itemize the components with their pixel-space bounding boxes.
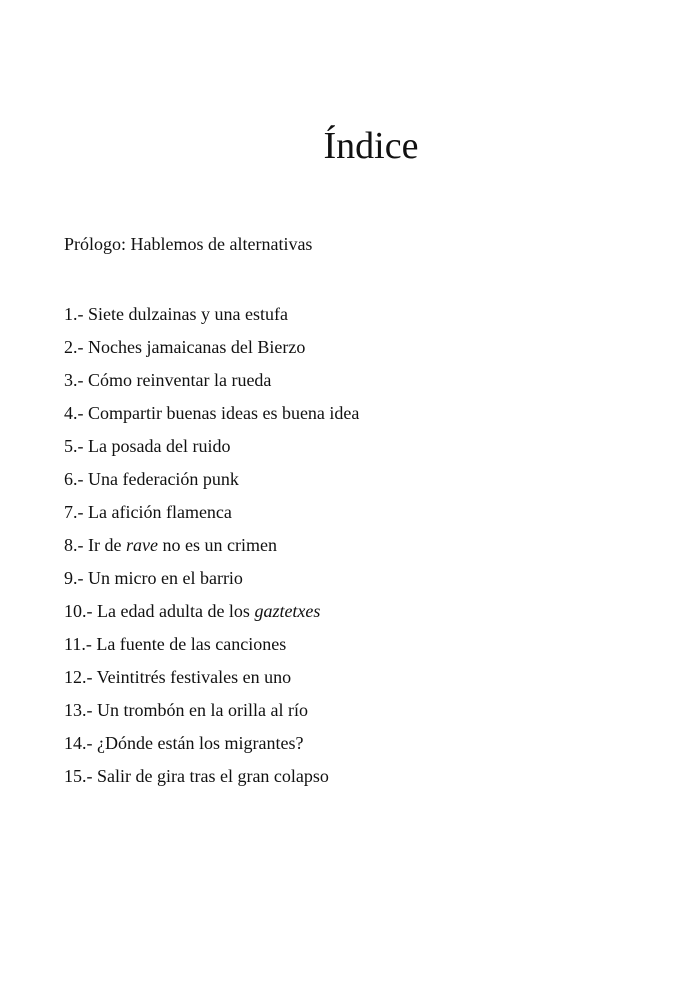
toc-entry-12: 12.- Veintitrés festivales en uno [64, 667, 292, 687]
page-title: Índice [323, 125, 419, 167]
toc-entry-11: 11.- La fuente de las canciones [64, 634, 287, 654]
toc-entry-5: 5.- La posada del ruido [64, 436, 231, 456]
toc-entry-2: 2.- Noches jamaicanas del Bierzo [64, 337, 306, 357]
toc-entry-1: 1.- Siete dulzainas y una estufa [64, 304, 288, 324]
toc-entry-9: 9.- Un micro en el barrio [64, 568, 243, 588]
toc-entry-3: 3.- Cómo reinventar la rueda [64, 370, 272, 390]
toc-entry-15: 15.- Salir de gira tras el gran colapso [64, 766, 329, 786]
table-of-contents [64, 298, 359, 793]
prologue-entry: Prólogo: Hablemos de alternativas [64, 234, 313, 254]
toc-entry-14: 14.- ¿Dónde están los migrantes? [64, 733, 304, 753]
toc-entry-13: 13.- Un trombón en la orilla al río [64, 700, 308, 720]
toc-entry-6: 6.- Una federación punk [64, 469, 239, 489]
toc-entry-4: 4.- Compartir buenas ideas es buena idea [64, 403, 360, 423]
toc-entry-10: 10.- La edad adulta de los gaztetxes [64, 601, 321, 621]
toc-entry-8: 8.- Ir de rave no es un crimen [64, 535, 277, 555]
toc-entry-7: 7.- La afición flamenca [64, 502, 232, 522]
